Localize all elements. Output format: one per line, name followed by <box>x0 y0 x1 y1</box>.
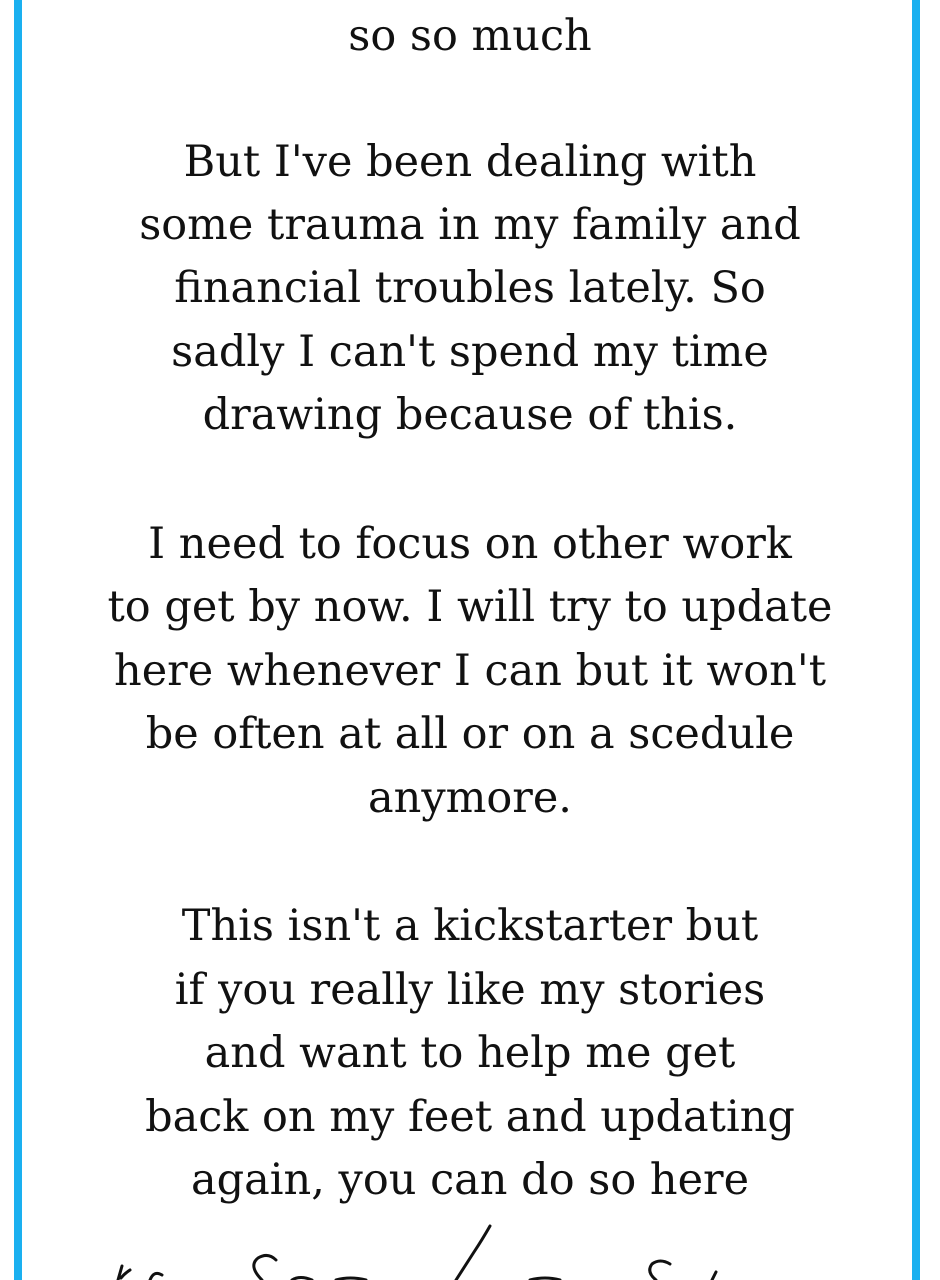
paragraph-1-line: drawing because of this. <box>202 390 738 440</box>
paragraph-1-line: some trauma in my family and <box>139 200 801 250</box>
paragraph-3-line: if you really like my stories <box>174 965 766 1015</box>
paragraph-2-line: I need to focus on other work <box>148 519 792 569</box>
paragraph-3-line: and want to help me get <box>204 1028 736 1078</box>
paragraph-2-line: be often at all or on a scedule <box>145 709 795 759</box>
handwritten-signature-partial <box>0 1220 940 1280</box>
paragraph-1-line: financial troubles lately. So <box>174 263 766 313</box>
paragraph-1-line: But I've been dealing with <box>183 137 757 187</box>
paragraph-2-line: here whenever I can but it won't <box>114 646 826 696</box>
intro-tail-line: so so much <box>348 11 592 61</box>
paragraph-2-line: to get by now. I will try to update <box>107 582 833 632</box>
paragraph-3-line: again, you can do so here <box>190 1155 750 1205</box>
paragraph-2-line: anymore. <box>368 773 572 823</box>
paragraph-3-line: This isn't a kickstarter but <box>181 901 759 951</box>
paragraph-3-line: back on my feet and updating <box>145 1092 795 1142</box>
paragraph-1-line: sadly I can't spend my time <box>171 327 769 377</box>
